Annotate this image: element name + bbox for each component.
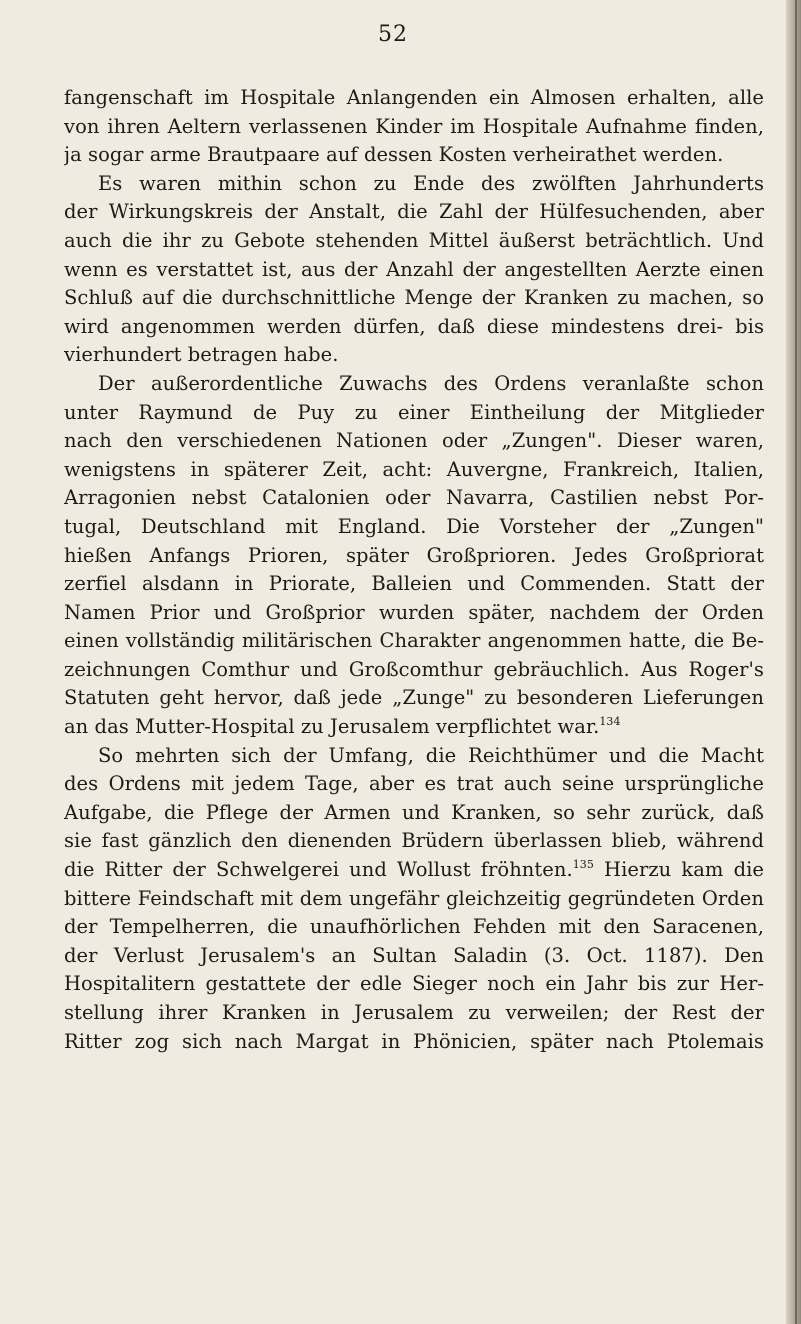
text-line-content: sie fast gänzlich den dienenden Brüdern überlassen blieb, während — [64, 829, 764, 853]
text-line — [64, 427, 764, 456]
text-line — [64, 113, 764, 142]
text-line — [64, 313, 764, 342]
text-line — [64, 684, 764, 713]
text-line-content: des Ordens mit jedem Tage, aber es trat auch seine ursprüngliche — [64, 772, 764, 796]
text-line — [64, 799, 764, 828]
text-line-content: an das Mutter-Hospital zu Jerusalem verpflichtet war. — [64, 715, 600, 739]
text-line-content: tugal, Deutschland mit England. Die Vorsteher der „Zungen" — [64, 514, 764, 538]
text-line-content: stellung ihrer Kranken in Jerusalem zu verweilen; der Rest der — [64, 1001, 764, 1024]
text-line — [64, 570, 764, 599]
text-line-content: Hospitalitern gestattete der edle Sieger noch ein Jahr bis zur Her- — [64, 972, 764, 996]
text-line — [64, 970, 764, 999]
text-line-content: unter Raymund de Puy zu einer Eintheilung der Mitglieder — [64, 400, 764, 424]
text-line-content: der Verlust Jerusalem's an Sultan Saladin (3. Oct. 1187). Den — [64, 943, 764, 967]
text-line-content: nach den verschiedenen Nationen oder „Zungen". Dieser waren, — [64, 429, 764, 453]
gutter-line — [795, 0, 797, 1324]
text-line — [64, 198, 764, 227]
text-line-continuation: Hierzu kam die — [593, 858, 764, 882]
text-line-content: wird angenommen werden dürfen, daß diese mindestens drei- bis — [64, 314, 764, 338]
text-line — [64, 885, 764, 914]
text-line-content: Es waren mithin schon zu Ende des zwölften Jahrhunderts — [98, 171, 764, 195]
text-line — [64, 599, 764, 628]
text-line — [64, 141, 764, 170]
text-line-content: der Wirkungskreis der Anstalt, die Zahl der Hülfesuchenden, aber — [64, 200, 764, 224]
text-line — [64, 484, 764, 513]
text-line-content: die Ritter der Schwelgerei und Wollust fröhnten. — [64, 858, 573, 882]
text-line-content: fangenschaft im Hospitale Anlangenden ein Almosen erhalten, alle — [64, 86, 764, 109]
text-line-content: Arragonien nebst Catalonien oder Navarra, Castilien nebst Por- — [64, 486, 764, 510]
text-line-content: auch die ihr zu Gebote stehenden Mittel äußerst beträchtlich. Und — [64, 228, 764, 252]
text-line-content: einen vollständig militärischen Charakter angenommen hatte, die Be- — [64, 629, 764, 653]
text-line — [64, 999, 764, 1028]
text-line-content: hießen Anfangs Prioren, später Großprioren. Jedes Großpriorat — [64, 543, 764, 567]
text-line — [64, 284, 764, 313]
text-line — [64, 513, 764, 542]
text-line — [64, 913, 764, 942]
page-number: 52 — [378, 22, 408, 47]
text-line — [64, 256, 764, 285]
text-line-content: bittere Feindschaft mit dem ungefähr gleichzeitig gegründeten Orden — [64, 886, 764, 910]
text-line-content: Schluß auf die durchschnittliche Menge der Kranken zu machen, so — [64, 286, 764, 310]
text-line-content: zerfiel alsdann in Priorate, Balleien und Commenden. Statt der — [64, 572, 764, 596]
text-line-content: Statuten geht hervor, daß jede „Zunge" zu besonderen Lieferungen — [64, 686, 764, 710]
text-line-content: wenn es verstattet ist, aus der Anzahl der angestellten Aerzte einen — [64, 257, 764, 281]
text-line — [64, 370, 764, 399]
text-line — [64, 742, 764, 771]
text-line-content: wenigstens in späterer Zeit, acht: Auvergne, Frankreich, Italien, — [64, 457, 764, 481]
text-body — [64, 84, 764, 1056]
text-line — [64, 227, 764, 256]
footnote-marker: 134 — [599, 715, 621, 729]
page-edge — [786, 0, 801, 1324]
text-line — [64, 170, 764, 199]
text-line-content: Aufgabe, die Pflege der Armen und Kranken, so sehr zurück, daß — [64, 800, 764, 824]
text-line — [64, 456, 764, 485]
text-line — [64, 399, 764, 428]
text-line-content: Namen Prior und Großprior wurden später, nachdem der Orden — [64, 600, 764, 624]
text-line-content: von ihren Aeltern verlassenen Kinder im Hospitale Aufnahme finden, — [64, 114, 764, 138]
text-line-content: So mehrten sich der Umfang, die Reichthümer und die Macht — [98, 743, 764, 767]
text-line-content: Ritter zog sich nach Margat in Phönicien, später nach Ptolemais — [64, 1029, 764, 1053]
footnote-marker: 135 — [572, 858, 594, 872]
text-line-content: der Tempelherren, die unaufhörlichen Fehden mit den Saracenen, — [64, 915, 764, 939]
text-line — [64, 856, 764, 885]
text-line — [64, 542, 764, 571]
text-line — [64, 84, 764, 113]
text-line-content: vierhundert betragen habe. — [64, 343, 339, 367]
text-line — [64, 713, 764, 742]
text-line-content: zeichnungen Comthur und Großcomthur gebräuchlich. Aus Roger's — [64, 657, 764, 681]
text-line — [64, 942, 764, 971]
text-line-content: Der außerordentliche Zuwachs des Ordens veranlaßte schon — [98, 371, 764, 395]
text-line — [64, 770, 764, 799]
text-line — [64, 1028, 764, 1057]
text-line-content: ja sogar arme Brautpaare auf dessen Kosten verheirathet werden. — [64, 143, 724, 167]
text-line — [64, 341, 764, 370]
text-line — [64, 827, 764, 856]
text-line — [64, 627, 764, 656]
text-line — [64, 656, 764, 685]
